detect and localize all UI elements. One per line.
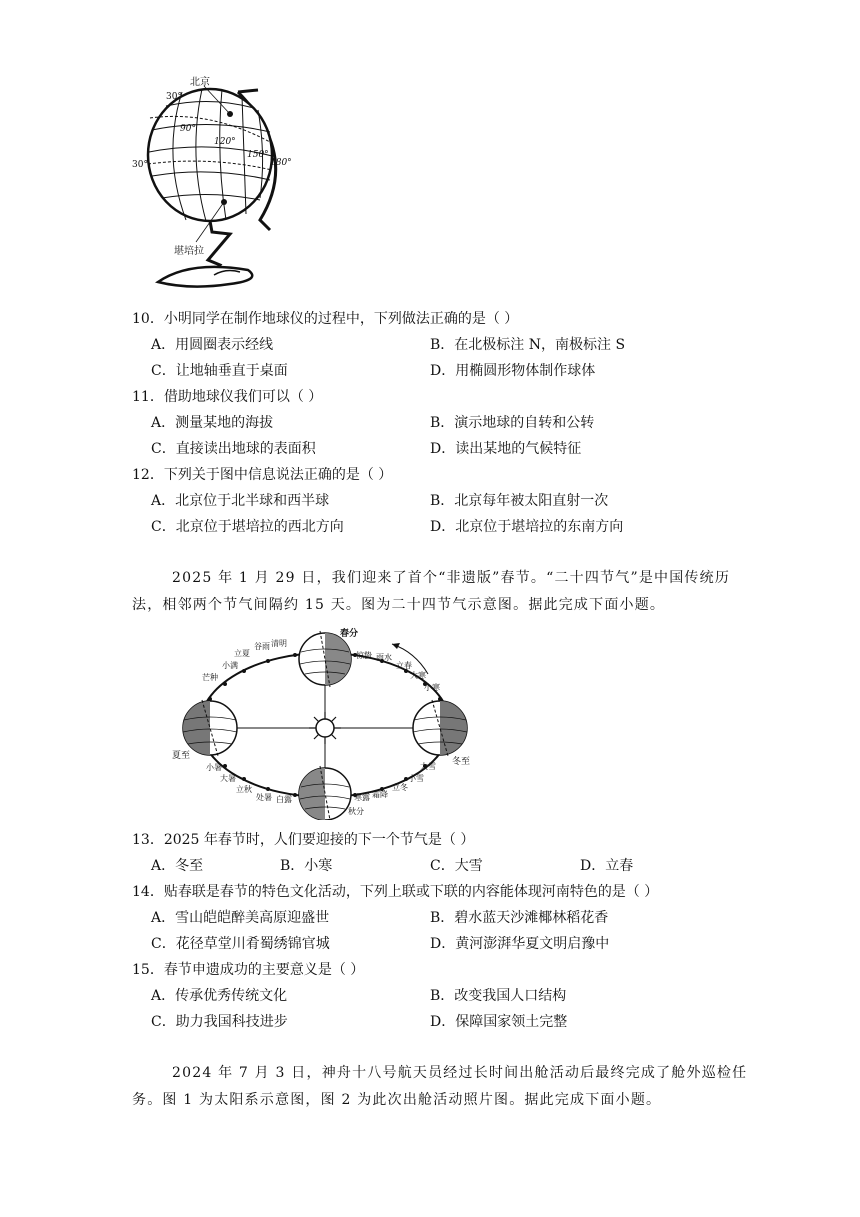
term-xiaoxue: 小雪 [408, 774, 424, 783]
solar-terms-figure [170, 622, 480, 820]
question-13-option-b[interactable]: B．小寒 [280, 858, 333, 874]
question-11-option-c[interactable]: C．直接读出地球的表面积 [151, 441, 316, 457]
question-10-option-c[interactable]: C．让地轴垂直于桌面 [151, 363, 288, 379]
term-lidong: 立冬 [392, 783, 408, 792]
question-13-stem: 13．2025 年春节时，人们要迎接的下一个节气是（ ） [132, 832, 475, 848]
globe-figure [130, 70, 290, 295]
question-10-option-b[interactable]: B．在北极标注 N，南极标注 S [430, 337, 626, 353]
term-chunfen: 春分 [340, 629, 359, 639]
passage-1-line-2: 法，相邻两个节气间隔约 15 天。图为二十四节气示意图。据此完成下面小题。 [132, 597, 666, 613]
question-13-option-d[interactable]: D．立春 [580, 858, 634, 874]
passage-2-line-2: 务。图 1 为太阳系示意图，图 2 为此次出舱活动照片图。据此完成下面小题。 [132, 1092, 662, 1108]
lon120-label: 120° [214, 137, 236, 147]
passage-1-line-1: 2025 年 1 月 29 日，我们迎来了首个“非遗版”春节。“二十四节气”是中国传统历 [172, 570, 731, 586]
term-dongzhi: 冬至 [452, 757, 471, 767]
lat30-bottom-label: 30° [132, 160, 148, 170]
term-chushu: 处暑 [256, 793, 272, 802]
question-11-option-b[interactable]: B．演示地球的自转和公转 [430, 415, 595, 431]
term-dahan: 大寒 [410, 671, 426, 680]
term-liqiu: 立秋 [236, 785, 252, 794]
term-lixia: 立夏 [234, 649, 250, 658]
question-12-option-b[interactable]: B．北京每年被太阳直射一次 [430, 493, 609, 509]
question-11-option-a[interactable]: A．测量某地的海拔 [151, 415, 274, 431]
term-xiaoshu: 小暑 [206, 763, 222, 772]
term-xiazhi: 夏至 [172, 751, 191, 761]
term-qiufen: 秋分 [348, 807, 364, 816]
question-12-stem: 12．下列关于图中信息说法正确的是（ ） [132, 467, 393, 483]
lon180-label: 180° [270, 158, 292, 168]
question-14-stem: 14．贴春联是春节的特色文化活动，下列上联或下联的内容能体现河南特色的是（ ） [132, 884, 659, 900]
question-12-option-a[interactable]: A．北京位于北半球和西半球 [151, 493, 330, 509]
term-daxue: 大雪 [420, 762, 436, 771]
question-14-option-c[interactable]: C．花径草堂川肴蜀绣锦官城 [151, 936, 330, 952]
term-lichun: 立春 [396, 661, 412, 670]
question-11-option-d[interactable]: D．读出某地的气候特征 [430, 441, 582, 457]
question-12-option-d[interactable]: D．北京位于堪培拉的东南方向 [430, 519, 624, 535]
term-yushui: 雨水 [376, 653, 392, 662]
question-14-option-b[interactable]: B．碧水蓝天沙滩椰林稻花香 [430, 910, 609, 926]
term-dashu: 大暑 [220, 774, 236, 783]
question-15-option-b[interactable]: B．改变我国人口结构 [430, 988, 567, 1004]
globe-diagram [130, 70, 290, 295]
question-15-option-c[interactable]: C．助力我国科技进步 [151, 1014, 288, 1030]
question-11-stem: 11．借助地球仪我们可以（ ） [132, 389, 323, 405]
beijing-label: 北京 [190, 77, 210, 88]
question-10-stem: 10．小明同学在制作地球仪的过程中，下列做法正确的是（ ） [132, 311, 519, 327]
question-14-option-d[interactable]: D．黄河澎湃华夏文明启豫中 [430, 936, 610, 952]
question-13-option-a[interactable]: A．冬至 [151, 858, 204, 874]
lon150-label: 150° [247, 150, 269, 160]
term-shuangjiang: 霜降 [372, 790, 388, 799]
solar-terms-diagram [170, 622, 480, 820]
question-14-option-a[interactable]: A．雪山皑皑醉美高原迎盛世 [151, 910, 330, 926]
question-15-option-a[interactable]: A．传承优秀传统文化 [151, 988, 288, 1004]
term-xiaohan: 小寒 [424, 683, 440, 692]
question-10-option-a[interactable]: A．用圆圈表示经线 [151, 337, 274, 353]
question-13-option-c[interactable]: C．大雪 [430, 858, 483, 874]
question-10-option-d[interactable]: D．用椭圆形物体制作球体 [430, 363, 596, 379]
kantala-label: 堪培拉 [174, 246, 204, 257]
term-hanlu: 寒露 [354, 793, 370, 802]
term-qingming: 清明 [271, 639, 287, 648]
term-bailu: 白露 [276, 795, 292, 804]
question-15-stem: 15．春节申遗成功的主要意义是（ ） [132, 962, 365, 978]
question-12-option-c[interactable]: C．北京位于堪培拉的西北方向 [151, 519, 344, 535]
lon90-label: 90° [180, 124, 196, 134]
term-xiaoman: 小满 [222, 661, 238, 670]
passage-2-line-1: 2024 年 7 月 3 日，神舟十八号航天员经过长时间出舱活动后最终完成了舱外巡检任 [172, 1065, 748, 1081]
lat30-top-label: 30° [166, 92, 182, 102]
question-15-option-d[interactable]: D．保障国家领土完整 [430, 1014, 568, 1030]
term-mangzhong: 芒种 [202, 673, 218, 682]
term-guyu: 谷雨 [254, 642, 270, 651]
term-jingzhe: 惊蛰 [356, 651, 372, 660]
